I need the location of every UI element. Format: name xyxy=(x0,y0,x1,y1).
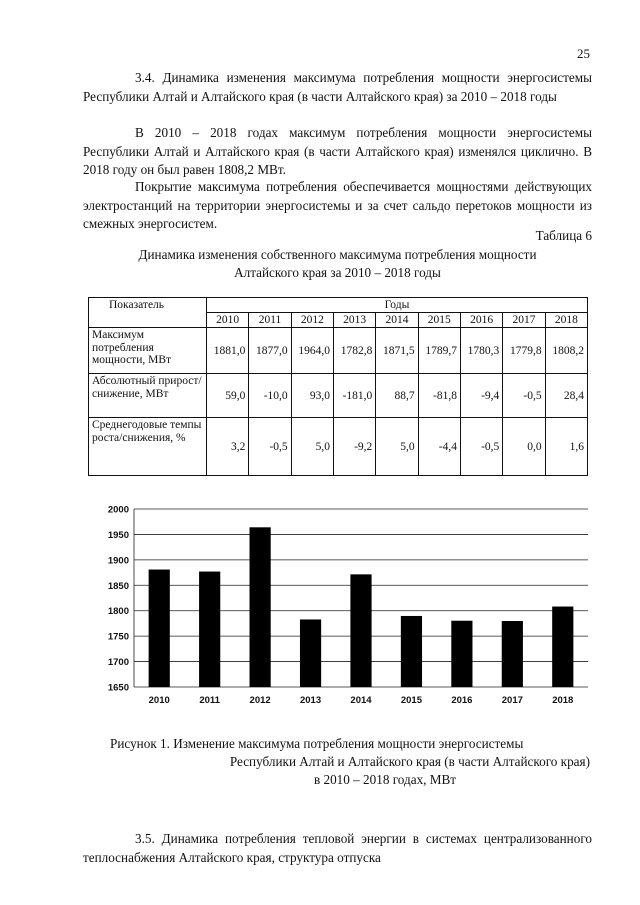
section-3-4-paragraph-2: Покрытие максимума потребления обеспечивается мощностями действующих электростанций на территории энергосистемы и за счет сальдо перетоков мощности из смежных энергосистем. xyxy=(83,179,592,231)
table-title xyxy=(83,246,592,282)
table-cell: -10,0 xyxy=(249,374,291,418)
x-tick-label: 2013 xyxy=(299,695,322,706)
table-cell: 1782,8 xyxy=(333,328,375,374)
y-tick-label: 1800 xyxy=(107,606,129,618)
figure-caption-line-3: в 2010 – 2018 годах, МВт xyxy=(313,772,457,787)
y-tick-label: 1650 xyxy=(107,682,129,694)
x-tick-label: 2010 xyxy=(148,695,170,706)
header-indicator: Показатель xyxy=(89,298,207,328)
table-cell: -4,4 xyxy=(418,418,460,476)
table-title-line-1: Динамика изменения собственного максимума потребления мощности xyxy=(138,247,537,262)
table-cell: -0,5 xyxy=(503,374,545,418)
table-row-growth-rate xyxy=(89,418,588,476)
x-tick-label: 2014 xyxy=(350,695,372,706)
figure-caption xyxy=(110,735,590,789)
table-cell: -9,4 xyxy=(460,374,502,418)
bar-2015 xyxy=(401,616,422,687)
table-cell: 1789,7 xyxy=(418,328,460,374)
section-3-4-heading: 3.4. Динамика изменения максимума потребления мощности энергосистемы Республики Алтай и Алтайского края (в части Алтайского края) за 2010 – 2018 годы xyxy=(83,70,592,104)
year-cell: 2011 xyxy=(249,313,291,328)
table-cell: 5,0 xyxy=(376,418,418,476)
figure-caption-line-2: Республики Алтай и Алтайского края (в части Алтайского края) xyxy=(229,754,590,769)
table-cell: -0,5 xyxy=(249,418,291,476)
table-cell: 59,0 xyxy=(207,374,249,418)
bar-2013 xyxy=(300,619,321,687)
x-tick-label: 2017 xyxy=(501,695,523,706)
table-cell: -9,2 xyxy=(333,418,375,476)
table-cell: 0,0 xyxy=(503,418,545,476)
table-cell: 1,6 xyxy=(545,418,587,476)
row-label: Среднегодовые темпы роста/снижения, % xyxy=(89,418,207,476)
year-cell: 2013 xyxy=(333,313,375,328)
y-tick-label: 1850 xyxy=(107,580,129,592)
table-cell: 3,2 xyxy=(207,418,249,476)
bar-2016 xyxy=(451,621,472,687)
section-3-4-paragraph-1: В 2010 – 2018 годах максимум потребления мощности энергосистемы Республики Алтай и Алтайского края (в части Алтайского края) изменялся циклично. В 2018 году он был равен 1808,2 МВт. xyxy=(83,125,592,177)
max-consumption-bar-chart xyxy=(96,503,596,713)
table-label: Таблица 6 xyxy=(535,228,592,243)
table-cell: 1779,8 xyxy=(503,328,545,374)
table-cell: 5,0 xyxy=(291,418,333,476)
section-3-5-heading: 3.5. Динамика потребления тепловой энергии в системах централизованного теплоснабжения Алтайского края, структура отпуска xyxy=(83,831,592,865)
data-table xyxy=(88,297,588,476)
table-cell: 1871,5 xyxy=(376,328,418,374)
year-cell: 2010 xyxy=(207,313,249,328)
table-row-max-consumption xyxy=(89,328,588,374)
table-cell: 1964,0 xyxy=(291,328,333,374)
year-cell: 2012 xyxy=(291,313,333,328)
bar-2017 xyxy=(502,621,523,687)
y-tick-label: 2000 xyxy=(107,504,129,516)
figure-caption-line-1: Рисунок 1. Изменение максимума потребления мощности энергосистемы xyxy=(110,736,524,751)
table-title-line-2: Алтайского края за 2010 – 2018 годы xyxy=(234,265,441,280)
year-cell: 2017 xyxy=(503,313,545,328)
table-cell: -81,8 xyxy=(418,374,460,418)
year-cell: 2015 xyxy=(418,313,460,328)
bar-2014 xyxy=(350,574,371,687)
y-tick-label: 1950 xyxy=(107,529,129,541)
table-cell: 93,0 xyxy=(291,374,333,418)
table-header-row xyxy=(89,298,588,313)
table-row-absolute-change xyxy=(89,374,588,418)
table-cell: 28,4 xyxy=(545,374,587,418)
y-tick-label: 1750 xyxy=(107,631,129,643)
bar-2012 xyxy=(250,527,271,687)
x-tick-label: 2011 xyxy=(199,695,220,706)
year-cell: 2016 xyxy=(460,313,502,328)
bar-2018 xyxy=(552,607,573,687)
x-tick-label: 2015 xyxy=(400,695,423,706)
table-cell: 1808,2 xyxy=(545,328,587,374)
table-cell: 88,7 xyxy=(376,374,418,418)
table-cell: -0,5 xyxy=(460,418,502,476)
x-tick-label: 2012 xyxy=(249,695,271,706)
page-number: 25 xyxy=(577,46,590,61)
x-tick-label: 2016 xyxy=(451,695,473,706)
year-cell: 2018 xyxy=(545,313,587,328)
table-cell: 1780,3 xyxy=(460,328,502,374)
table-cell: -181,0 xyxy=(333,374,375,418)
row-label: Абсолютный прирост/снижение, МВт xyxy=(89,374,207,418)
bar-2010 xyxy=(149,570,170,687)
header-years: Годы xyxy=(207,298,588,313)
table-cell: 1877,0 xyxy=(249,328,291,374)
table-cell: 1881,0 xyxy=(207,328,249,374)
year-cell: 2014 xyxy=(376,313,418,328)
y-tick-label: 1700 xyxy=(107,657,129,669)
bar-2011 xyxy=(199,572,220,687)
row-label: Максимум потребления мощности, МВт xyxy=(89,328,207,374)
x-tick-label: 2018 xyxy=(552,695,574,706)
y-tick-label: 1900 xyxy=(107,555,129,567)
